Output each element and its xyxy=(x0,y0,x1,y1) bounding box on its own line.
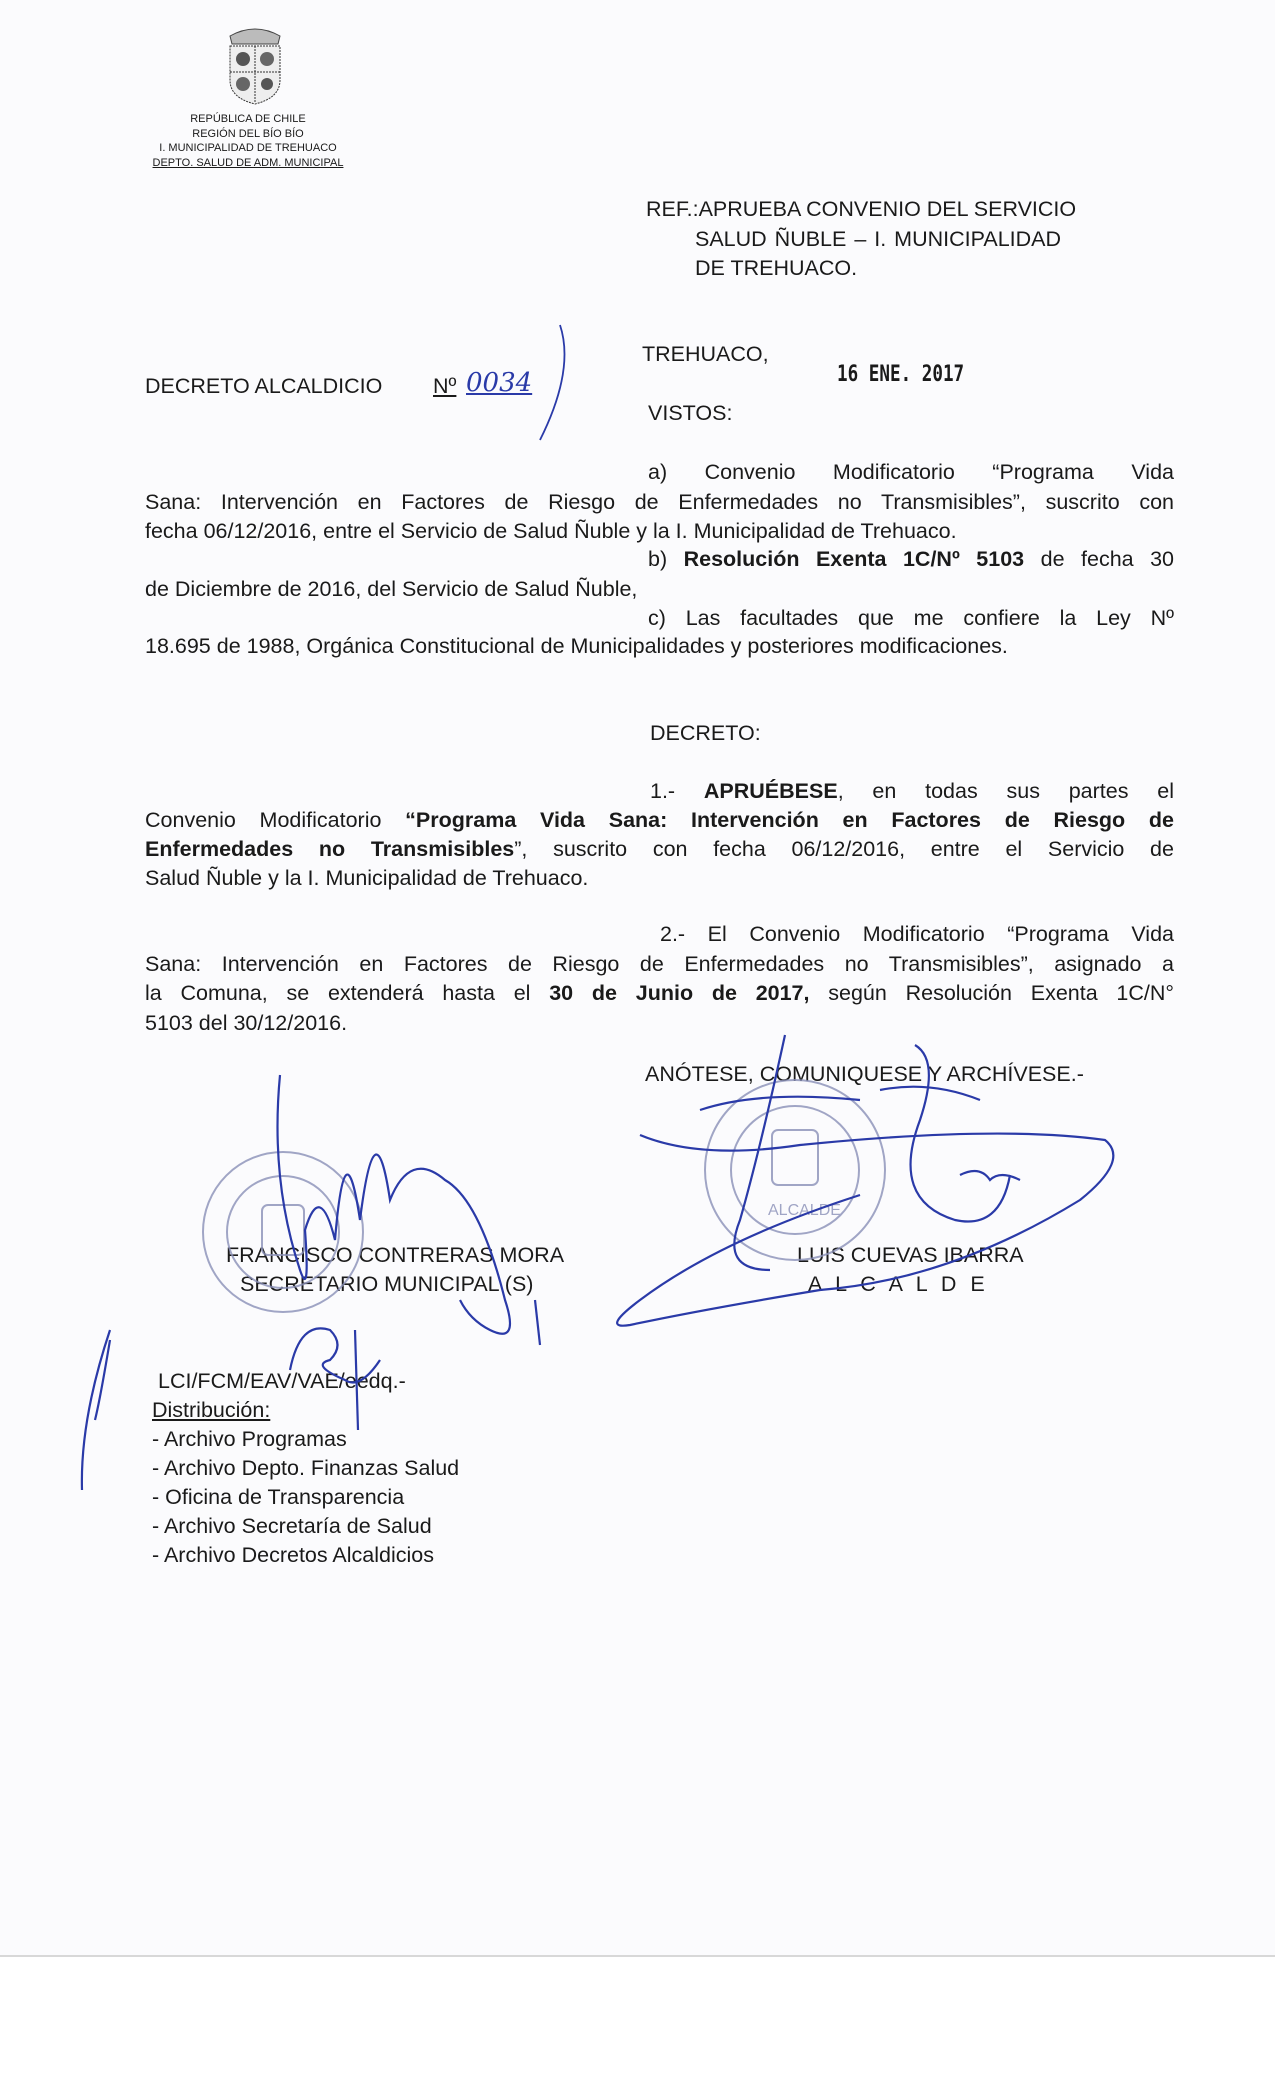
header-line: I. MUNICIPALIDAD DE TREHUACO xyxy=(159,142,337,154)
bold-text: APRUÉBESE xyxy=(703,779,838,803)
body-line xyxy=(145,950,1174,979)
decree-label: DECRETO ALCALDICIO xyxy=(145,374,383,398)
left-signer-title: SECRETARIO MUNICIPAL (S) xyxy=(240,1272,534,1296)
right-signer-name: LUIS CUEVAS IBARRA xyxy=(797,1243,1024,1267)
text: 2.- El Convenio Modificatorio “Programa Vida xyxy=(660,922,1174,946)
body-line xyxy=(145,575,1174,604)
decree-number-label: Nº xyxy=(433,374,457,398)
text: c) Las facultades que me confiere la Ley Nº xyxy=(648,606,1174,630)
body-line xyxy=(648,458,1174,487)
text: de Diciembre de 2016, del Servicio de Salud Ñuble, xyxy=(145,577,638,601)
body-line xyxy=(145,835,1174,864)
body-line xyxy=(145,806,1174,835)
right-signer-title: A L C A L D E xyxy=(808,1272,989,1296)
header-line: REPÚBLICA DE CHILE xyxy=(190,113,306,125)
institution-header xyxy=(130,112,366,170)
place-label: TREHUACO, xyxy=(642,342,769,366)
text: Sana: Intervención en Factores de Riesgo de Enfermedades no Transmisibles”, suscrito con xyxy=(145,490,1174,514)
body-line xyxy=(145,864,1174,893)
text: de fecha 30 xyxy=(1024,547,1175,571)
body-line xyxy=(650,777,1174,806)
text: ”, suscrito con fecha 06/12/2016, entre el Servicio de xyxy=(514,837,1174,861)
distribution-item: - Oficina de Transparencia xyxy=(152,1485,405,1509)
text: la Comuna, se extenderá hasta el xyxy=(145,981,550,1005)
text: 18.695 de 1988, Orgánica Constitucional de Municipalidades y posteriores modificaciones. xyxy=(145,634,1008,658)
bold-text: “Programa Vida Sana: Intervención en Factores de Riesgo de xyxy=(405,808,1174,832)
header-dept: DEPTO. SALUD DE ADM. MUNICIPAL xyxy=(152,156,344,169)
ref-line-2: SALUD ÑUBLE – I. MUNICIPALIDAD xyxy=(695,227,1062,251)
decreto-heading: DECRETO: xyxy=(650,721,761,745)
bold-text: Enfermedades no Transmisibles xyxy=(145,837,515,861)
initials: LCI/FCM/EAV/VAE/eedq.- xyxy=(158,1369,406,1393)
body-line xyxy=(145,488,1174,517)
body-line xyxy=(145,517,1174,546)
ref-line-3: DE TREHUACO. xyxy=(695,256,858,280)
body-line xyxy=(648,604,1174,633)
body-line xyxy=(648,545,1174,574)
closing-formula: ANÓTESE, COMUNIQUESE Y ARCHÍVESE.- xyxy=(645,1062,1084,1086)
text: Salud Ñuble y la I. Municipalidad de Trehuaco. xyxy=(145,866,589,890)
body-line xyxy=(145,1009,1174,1038)
body-line xyxy=(145,632,1174,661)
ref-line-1: REF.:APRUEBA CONVENIO DEL SERVICIO xyxy=(646,197,1077,221)
text: , en todas sus partes el xyxy=(837,779,1174,803)
distribution-item: - Archivo Programas xyxy=(152,1427,347,1451)
header-line: REGIÓN DEL BÍO BÍO xyxy=(192,127,304,140)
text: Convenio Modificatorio xyxy=(145,808,406,832)
bold-text: 30 de Junio de 2017, xyxy=(549,981,810,1005)
date-stamp: 16 ENE. 2017 xyxy=(837,362,965,387)
right-seal-stamp xyxy=(705,1080,885,1260)
distribution-item: - Archivo Depto. Finanzas Salud xyxy=(152,1456,460,1480)
text: fecha 06/12/2016, entre el Servicio de Salud Ñuble y la I. Municipalidad de Trehuaco. xyxy=(145,519,957,543)
distribution-item: - Archivo Secretaría de Salud xyxy=(152,1514,432,1538)
text: 1.- xyxy=(650,779,704,803)
text: 5103 del 30/12/2016. xyxy=(145,1011,348,1035)
vistos-heading: VISTOS: xyxy=(648,401,733,425)
bold-text: Resolución Exenta 1C/Nº 5103 xyxy=(683,547,1025,571)
text: a) Convenio Modificatorio “Programa Vida xyxy=(648,460,1174,484)
coat-of-arms-logo xyxy=(222,22,288,106)
left-signer-name: FRANCISCO CONTRERAS MORA xyxy=(226,1243,565,1267)
text: b) xyxy=(648,547,684,571)
distribution-label: Distribución: xyxy=(152,1398,271,1422)
text: según Resolución Exenta 1C/N° xyxy=(809,981,1175,1005)
svg-text:ALCALDE: ALCALDE xyxy=(768,1202,841,1219)
decree-number-handwritten: 0034 xyxy=(466,368,533,398)
text: Sana: Intervención en Factores de Riesgo de Enfermedades no Transmisibles”, asignado a xyxy=(145,952,1174,976)
distribution-item: - Archivo Decretos Alcaldicios xyxy=(152,1543,434,1567)
body-line xyxy=(660,920,1174,949)
body-line xyxy=(145,979,1174,1008)
